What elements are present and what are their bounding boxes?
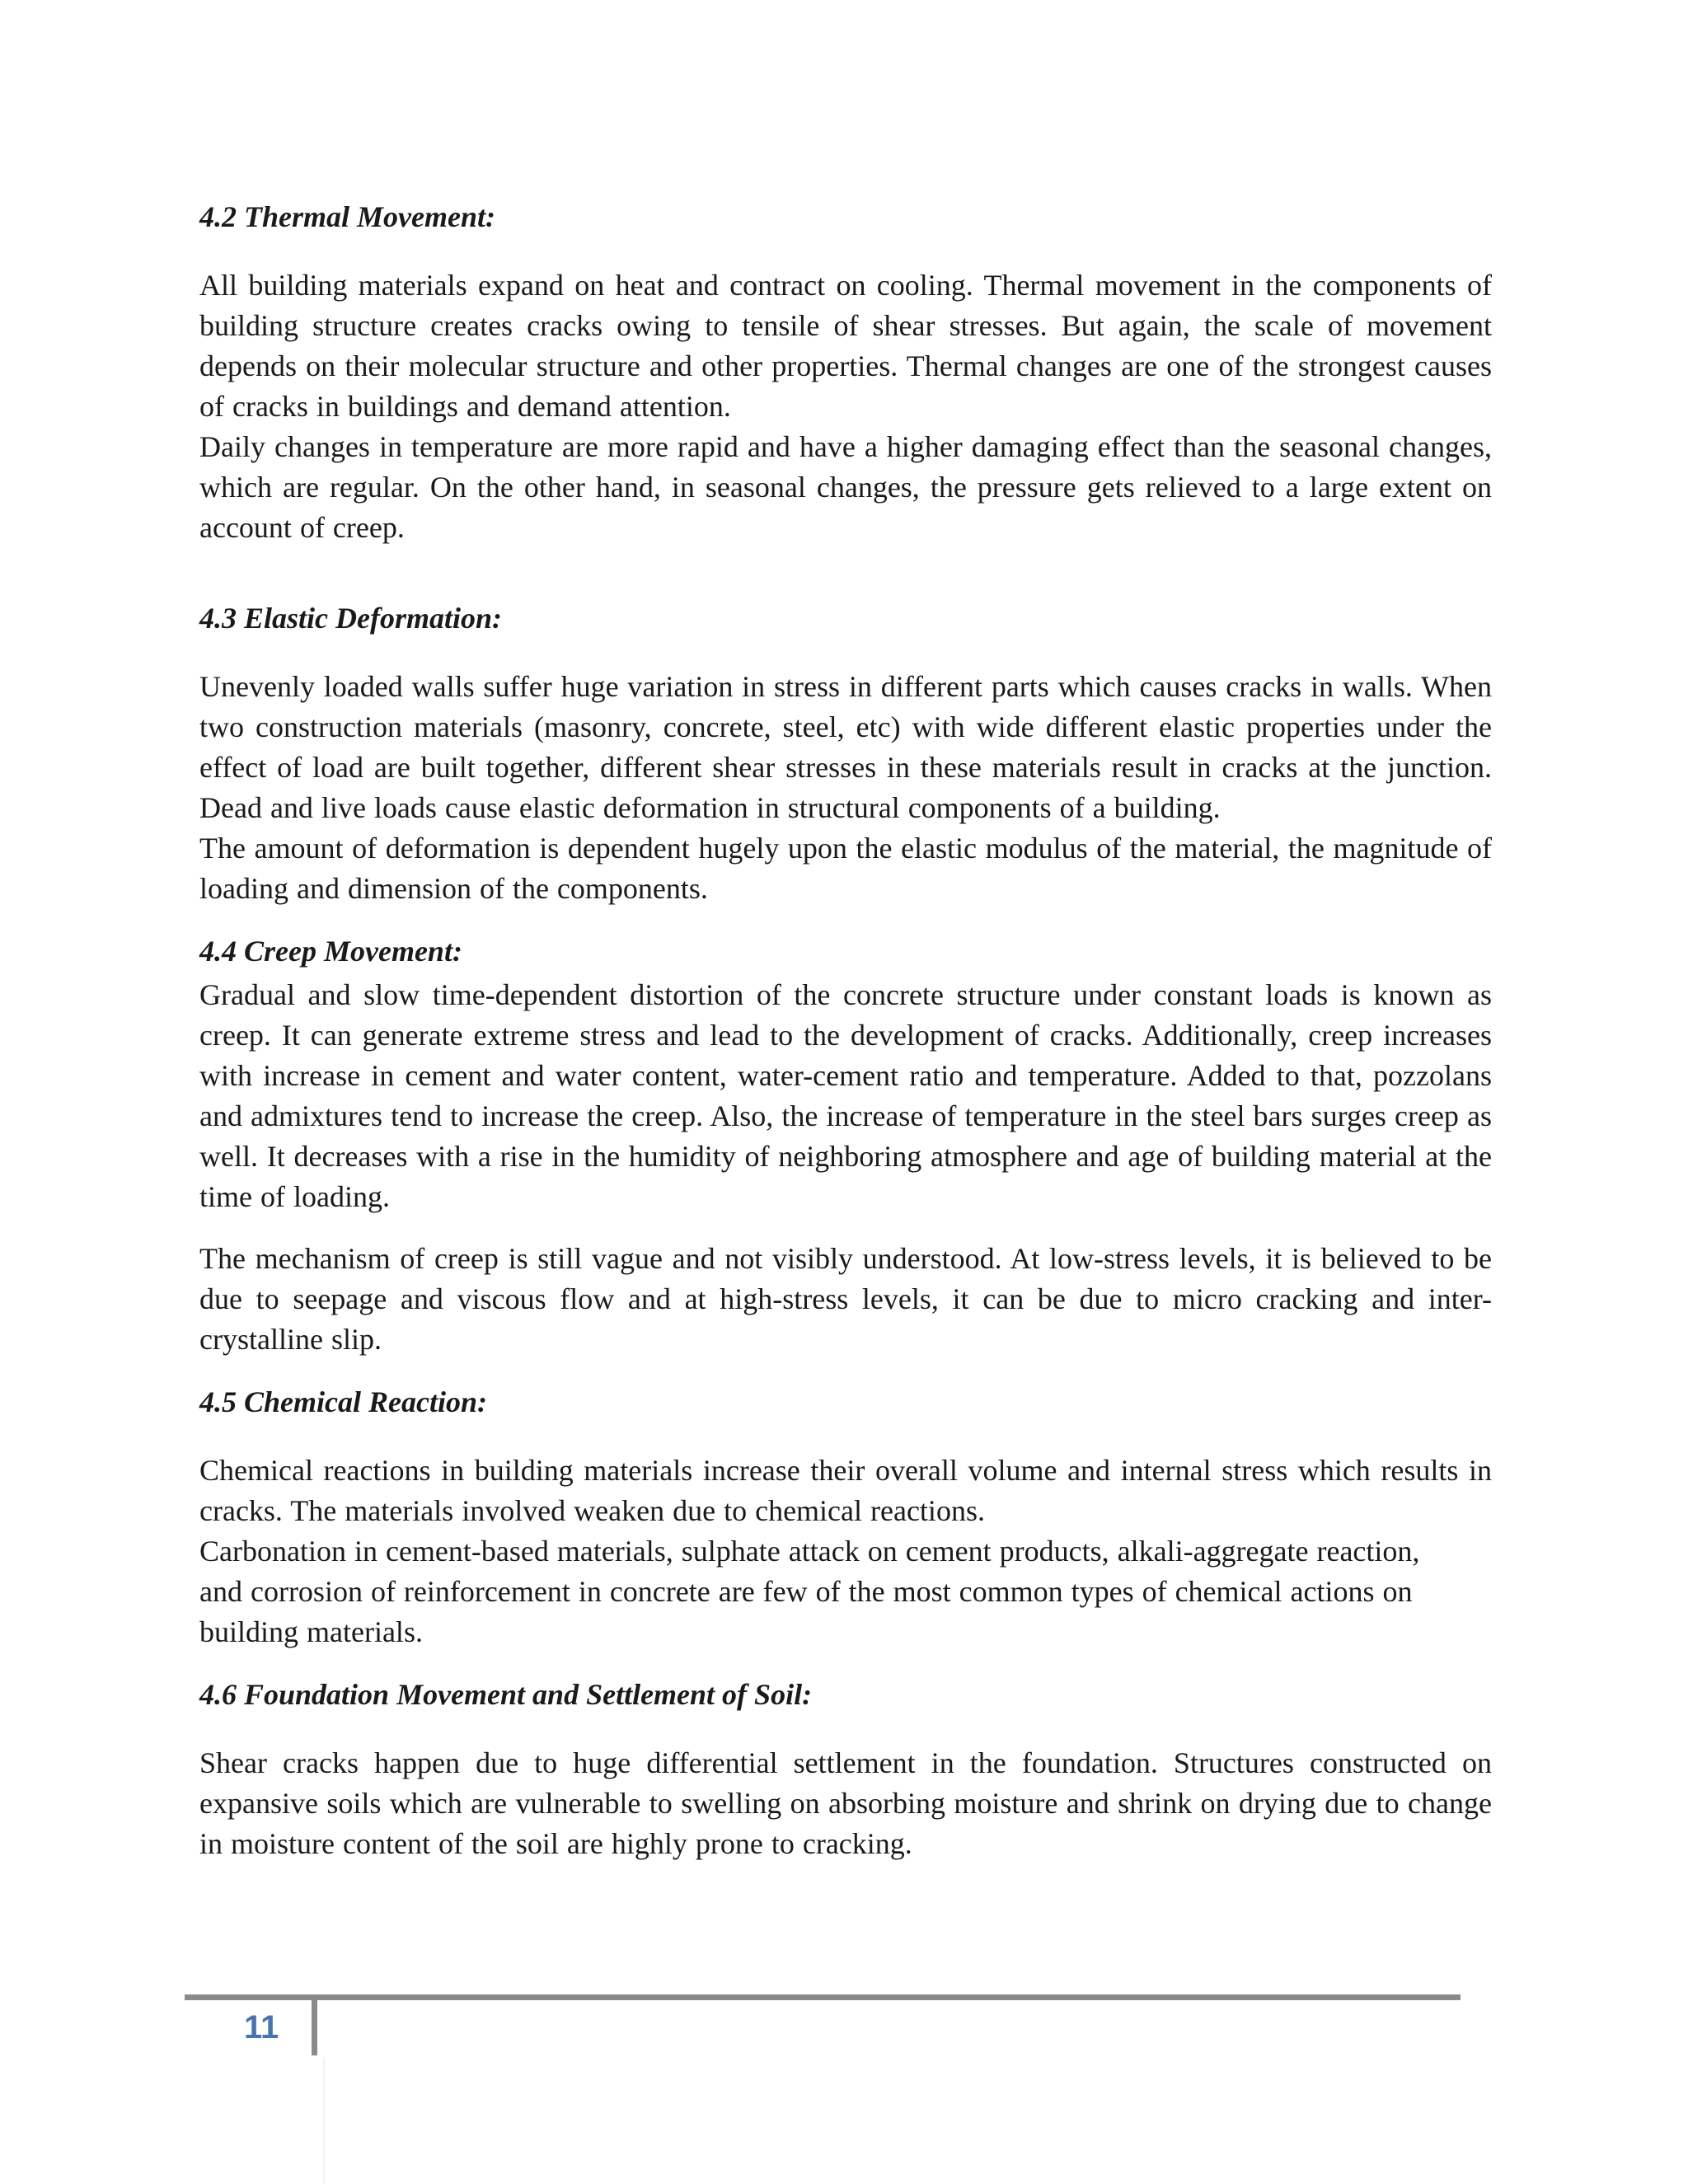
- footer-faint-line: [323, 2057, 325, 2184]
- section-thermal-movement: [199, 196, 1492, 548]
- section-elastic-deformation: [199, 598, 1492, 909]
- section-chemical-reaction: [199, 1381, 1492, 1652]
- paragraph: The mechanism of creep is still vague and not visibly understood. At low-stress levels, it is believed to be due to seepage and viscous flow and at high-stress levels, it can be due to micro cracking and inter-crystalline slip.: [199, 1242, 1492, 1356]
- section-heading: 4.4 Creep Movement:: [199, 935, 462, 968]
- paragraph: All building materials expand on heat and contract on cooling. Thermal movement in the components of building structure creates cracks owing to tensile of shear stresses. But again, the scale of movement depends on their molecular structure and other properties. Thermal changes are one of the strongest causes of cracks in buildings and demand attention.: [199, 269, 1492, 423]
- section-heading: 4.6 Foundation Movement and Settlement of Soil:: [199, 1678, 813, 1711]
- page-body: [199, 196, 1492, 1864]
- section-heading: 4.5 Chemical Reaction:: [199, 1385, 487, 1418]
- section-heading: 4.3 Elastic Deformation:: [199, 602, 502, 635]
- paragraph: Carbonation in cement-based materials, sulphate attack on cement products, alkali-aggregate reaction, and corrosion of reinforcement in concrete are few of the most common types of chemical actions on building materials.: [199, 1535, 1420, 1648]
- paragraph: Chemical reactions in building materials increase their overall volume and internal stress which results in cracks. The materials involved weaken due to chemical reactions.: [199, 1454, 1492, 1527]
- paragraph: Unevenly loaded walls suffer huge variation in stress in different parts which causes cracks in walls. When two construction materials (masonry, concrete, steel, etc) with wide different elastic properties under the effect of load are built together, different shear stresses in these materials result in cracks at the junction. Dead and live loads cause elastic deformation in structural components of a building.: [199, 670, 1492, 824]
- section-creep-movement: [199, 930, 1492, 1360]
- paragraph: Shear cracks happen due to huge differential settlement in the foundation. Structures constructed on expansive soils which are vulnerable to swelling on absorbing moisture and shrink on drying due to change in moisture content of the soil are highly prone to cracking.: [199, 1746, 1492, 1860]
- footer-divider: [312, 1999, 317, 2055]
- section-foundation-movement: [199, 1674, 1492, 1864]
- section-heading: 4.2 Thermal Movement:: [199, 200, 495, 233]
- footer-rule: [185, 1994, 1461, 2000]
- paragraph: Daily changes in temperature are more rapid and have a higher damaging effect than the seasonal changes, which are regular. On the other hand, in seasonal changes, the pressure gets relieved to a large extent on account of creep.: [199, 430, 1492, 544]
- paragraph: The amount of deformation is dependent hugely upon the elastic modulus of the material, the magnitude of loading and dimension of the components.: [199, 832, 1492, 905]
- paragraph: Gradual and slow time-dependent distortion of the concrete structure under constant loads is known as creep. It can generate extreme stress and lead to the development of cracks. Additionally, creep increases with increase in cement and water content, water-cement ratio and temperature. Added to that, pozzolans and admixtures tend to increase the creep. Also, the increase of temperature in the steel bars surges creep as well. It decreases with a rise in the humidity of neighboring atmosphere and age of building material at the time of loading.: [199, 978, 1492, 1213]
- page-number: 11: [244, 2009, 279, 2046]
